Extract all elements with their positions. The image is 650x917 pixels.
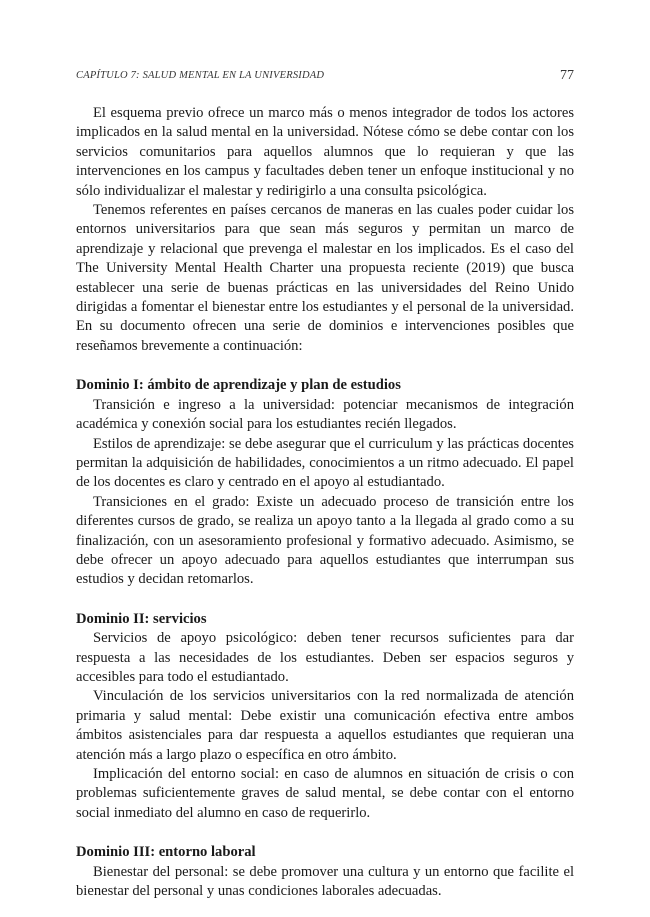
- body-paragraph: El esquema previo ofrece un marco más o menos integrador de todos los actores implicados en la salud mental en la universidad. Nótese cómo se debe contar con los servicios comunitarios para aquellos alumnos que lo requieran y que las intervenciones en los campus y facultades deben tener un enfoque institucional y no sólo individualizar el malestar y redirigirlo a una consulta psicológica.: [76, 105, 574, 199]
- body-paragraph: Vinculación de los servicios universitarios con la red normalizada de atención primaria y salud mental: Debe existir una comunicación efectiva entre ambos ámbitos asistenciales para dar respuesta a aquellos estudiantes que requieran una atención más a largo plazo o específica en otro ámbito.: [76, 688, 574, 763]
- body-paragraph: Bienestar del personal: se debe promover una cultura y un entorno que facilite el bienestar del personal y unas condiciones laborales adecuadas.: [76, 863, 574, 900]
- body-paragraph: Transiciones en el grado: Existe un adecuado proceso de transición entre los diferentes cursos de grado, se realiza un apoyo tanto a la llegada al grado como a su finalización, con un asesoramiento profesional y formativo adecuado. Asimismo, se debe ofrecer un apoyo adecuado para aquellos estudiantes que interrumpan sus estudios y decidan retomarlos.: [76, 493, 574, 588]
- running-head: CAPÍTULO 7: SALUD MENTAL EN LA UNIVERSIDAD: [76, 70, 325, 81]
- body-paragraph: Transición e ingreso a la universidad: potenciar mecanismos de integración académica y conexión social para los estudiantes recién llegados.: [76, 396, 574, 433]
- body-paragraph: Servicios de apoyo psicológico: deben tener recursos suficientes para dar respuesta a las necesidades de los estudiantes. Deben ser espacios seguros y accesibles para todo el estudiantado.: [76, 630, 574, 685]
- page-body: [76, 104, 574, 901]
- section-heading: Dominio III: entorno laboral: [76, 844, 256, 861]
- section-heading: Dominio I: ámbito de aprendizaje y plan de estudios: [76, 377, 401, 394]
- body-paragraph: Tenemos referentes en países cercanos de maneras en las cuales poder cuidar los entornos universitarios para que sean más seguros y permitan un marco de aprendizaje y relacional que prevenga el malestar en los implicados. Es el caso del The University Mental Health Charter una propuesta reciente (2019) que busca establecer una serie de buenas prácticas en las universidades del Reino Unido dirigidas a fomentar el bienestar entre los estudiantes y el personal de la universidad. En su documento ofrecen una serie de dominios e intervenciones posibles que reseñamos brevemente a continuación:: [76, 202, 574, 354]
- body-paragraph: Implicación del entorno social: en caso de alumnos en situación de crisis o con problemas suficientemente graves de salud mental, se debe contar con el entorno social inmediato del alumno en caso de requerirlo.: [76, 766, 574, 821]
- page-number: 77: [560, 68, 574, 83]
- body-paragraph: Estilos de aprendizaje: se debe asegurar que el curriculum y las prácticas docentes permitan la adquisición de habilidades, conocimientos a un ritmo adecuado. El papel de los docentes es claro y centrado en el apoyo al estudiantado.: [76, 435, 574, 491]
- section-heading: Dominio II: servicios: [76, 610, 207, 627]
